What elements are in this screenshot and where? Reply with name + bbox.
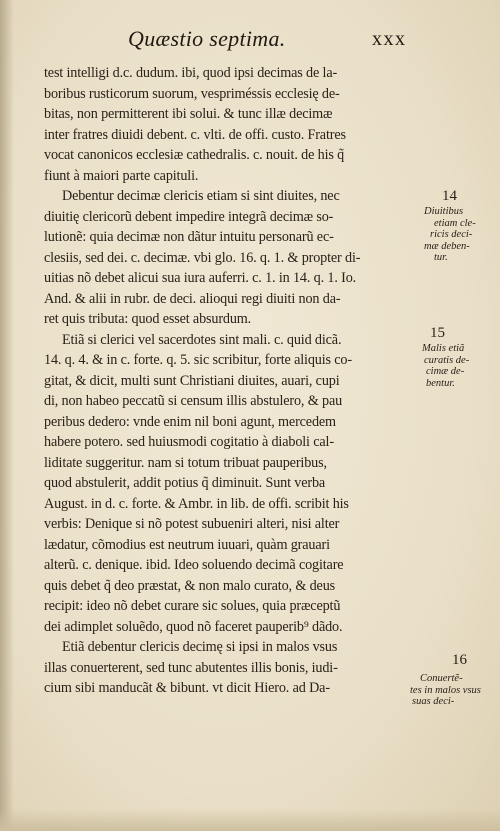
margin-note-16: [410, 673, 481, 708]
text-line: recipit: ideo nõ debet curare sic solues, quia præceptũ: [44, 598, 341, 614]
running-header-title: Quæstio septima.: [128, 26, 286, 51]
text-line: quod abstulerit, addit potius q̃ diminuit. Sunt verba: [44, 475, 326, 491]
margin-note-line: Diuitibus: [424, 206, 464, 217]
margin-note-line: Conuertẽ-: [420, 673, 463, 684]
text-line: quis debet q̃ deo præstat, & non malo curato, & deus: [44, 577, 336, 594]
margin-note-15: [422, 343, 469, 389]
text-line: diuitię clericorũ debent impedire integrã decimæ so-: [44, 208, 334, 225]
text-line: cium sibi manducãt & bibunt. vt dicit Hiero. ad Da-: [44, 680, 330, 696]
folio-number: xxx: [372, 28, 407, 50]
text-line: ret quis tributa: quod esset absurdum.: [44, 311, 252, 327]
text-line: dei adimplet soluẽdo, quod nõ faceret pauperib⁹ dãdo.: [44, 618, 343, 635]
margin-note-line: suas deci-: [412, 696, 455, 707]
margin-note-line: bentur.: [426, 377, 455, 389]
text-line: inter fratres diuidi debent. c. vlti. de offi. custo. Fratres: [44, 126, 346, 143]
margin-note-14: [424, 206, 476, 264]
text-line: boribus rusticorum suorum, vespriméssis ecclesię de-: [44, 85, 340, 102]
text-line: Etiã si clerici vel sacerdotes sint mali. c. quid dicã.: [62, 331, 342, 348]
text-line: gitat, & dicit, multi sunt Christiani diuites, auari, cupi: [44, 372, 340, 389]
text-line: And. & alii in rubr. de deci. alioqui regi diuiti non da-: [44, 290, 341, 307]
text-line: bitas, non permitterent ibi solui. & tunc illæ decimæ: [44, 106, 333, 122]
text-line: fiunt à maiori parte capituli.: [44, 167, 199, 184]
page-shadow-left: [0, 0, 14, 831]
text-line: clesiis, sed dei. c. decimæ. vbi glo. 16. q. 1. & propter di-: [44, 249, 361, 266]
page-shadow-bottom: [0, 809, 500, 831]
text-line: vocat canonicos ecclesiæ cathedralis. c. nouit. de his q̃: [44, 147, 345, 163]
margin-number-16: 16: [452, 652, 467, 668]
margin-note-line: etiam cle-: [434, 217, 476, 229]
text-line: alterũ. c. denique. ibid. Ideo soluendo decimã cogitare: [44, 557, 344, 573]
text-line: Debentur decimæ clericis etiam si sint diuites, nec: [62, 188, 340, 204]
main-text-block: [44, 63, 428, 699]
margin-note-line: tur.: [434, 252, 448, 263]
margin-note-line: ricis deci-: [430, 229, 473, 240]
text-line: liditate suggeritur. nam si totum tribuat pauperibus,: [44, 454, 327, 471]
margin-note-line: tes in malos vsus: [410, 684, 481, 696]
text-line: lutionẽ: quia decimæ non dãtur intuitu personarũ ec-: [44, 229, 334, 245]
text-line: habere potero. sed huiusmodi cogitatio à diaboli cal-: [44, 434, 334, 450]
margin-note-line: cimæ de-: [426, 366, 465, 377]
text-line: illas conuerterent, sed tunc abutentes illis bonis, iudi-: [44, 659, 338, 676]
text-line: peribus dedero: vnde enim nil boni agunt, mercedem: [44, 413, 336, 430]
text-line: test intelligi d.c. dudum. ibi, quod ipsi decimas de la-: [44, 65, 338, 81]
margin-number-15: 15: [430, 325, 445, 341]
text-line: uitias nõ debet alicui sua iura auferri. c. 1. in 14. q. 1. Io.: [44, 270, 357, 286]
text-line: di, non habeo peccatũ si censum illis abstulero, & pau: [44, 393, 343, 409]
margin-note-line: Malis etiã: [422, 343, 465, 354]
text-line: August. in d. c. forte. & Ambr. in lib. de offi. scribit his: [44, 495, 349, 512]
margin-note-line: mæ deben-: [424, 240, 470, 252]
text-line: Etiã debentur clericis decimę si ipsi in malos vsus: [62, 639, 338, 655]
margin-number-14: 14: [442, 188, 457, 204]
margin-note-line: curatis de-: [424, 354, 470, 366]
text-line: verbis: Denique si nõ potest subueniri alteri, nisi alter: [44, 516, 340, 532]
text-line: 14. q. 4. & in c. forte. q. 5. sic scribitur, forte aliquis co-: [44, 352, 352, 368]
text-line: lædatur, cõmodius est neutrum iuuari, quàm grauari: [44, 536, 330, 553]
